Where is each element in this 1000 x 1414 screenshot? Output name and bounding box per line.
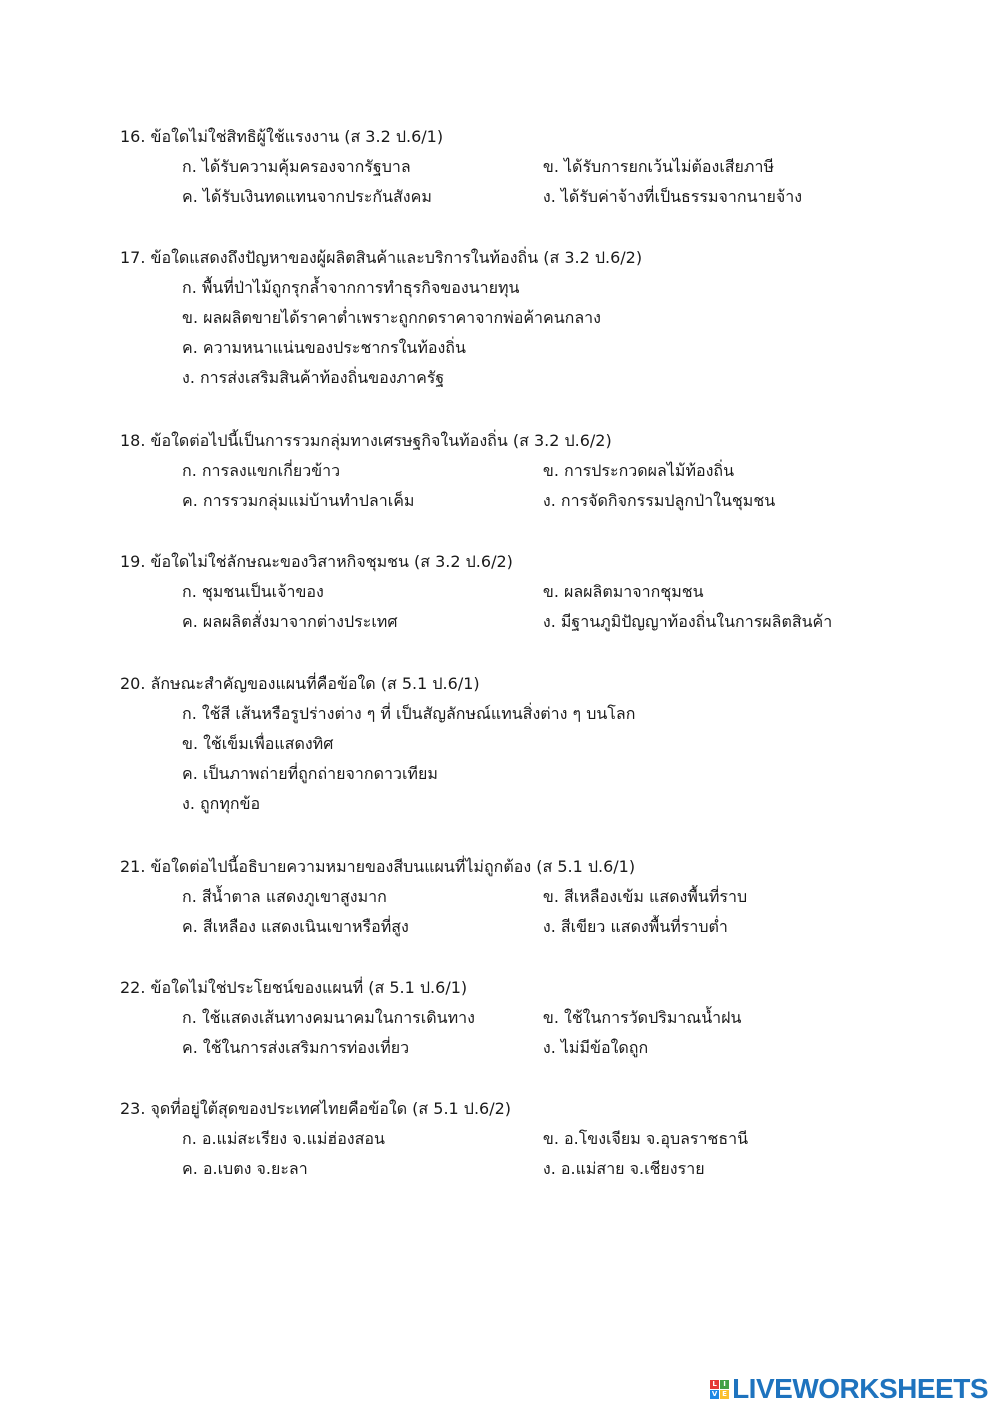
question-18 xyxy=(120,426,880,516)
option-ngo[interactable]: ง. มีฐานภูมิปัญญาท้องถิ่นในการผลิตสินค้า xyxy=(542,612,833,631)
option-row xyxy=(120,729,880,759)
question-stem: 19. ข้อใดไม่ใช่ลักษณะของวิสาหกิจชุมชน (ส 3.2 ป.6/2) xyxy=(120,552,513,571)
option-kho[interactable]: ข. สีเหลืองเข้ม แสดงพื้นที่ราบ xyxy=(542,887,748,906)
option-row xyxy=(120,699,880,729)
option-kho[interactable]: ข. การประกวดผลไม้ท้องถิ่น xyxy=(542,461,735,480)
question-16 xyxy=(120,122,880,212)
liveworksheets-logo-icon xyxy=(710,1380,729,1399)
question-21 xyxy=(120,852,880,942)
option-ngo[interactable]: ง. อ.แม่สาย จ.เชียงราย xyxy=(542,1159,705,1178)
option-ngo[interactable]: ง. ได้รับค่าจ้างที่เป็นธรรมจากนายจ้าง xyxy=(542,187,803,206)
option-kho-khwai[interactable]: ค. อ.เบตง จ.ยะลา xyxy=(182,1159,308,1178)
option-row xyxy=(120,789,880,819)
question-20 xyxy=(120,669,880,819)
option-row xyxy=(120,273,880,303)
option-row xyxy=(120,182,880,212)
question-22 xyxy=(120,973,880,1063)
question-stem: 17. ข้อใดแสดงถึงปัญหาของผู้ผลิตสินค้าและบริการในท้องถิ่น (ส 3.2 ป.6/2) xyxy=(120,248,643,267)
option-ngo[interactable]: ง. ไม่มีข้อใดถูก xyxy=(542,1038,649,1057)
option-ngo[interactable]: ง. สีเขียว แสดงพื้นที่ราบต่ำ xyxy=(542,917,728,936)
option-ko[interactable]: ก. ชุมชนเป็นเจ้าของ xyxy=(182,582,324,601)
liveworksheets-wordmark: LIVEWORKSHEETS xyxy=(732,1373,988,1404)
option-row xyxy=(120,486,880,516)
logo-letter-l: L xyxy=(710,1380,719,1389)
option-kho[interactable]: ข. ได้รับการยกเว้นไม่ต้องเสียภาษี xyxy=(542,157,774,176)
option-row xyxy=(120,333,880,363)
logo-letter-v: V xyxy=(711,1390,718,1398)
option-ko[interactable]: ก. ได้รับความคุ้มครองจากรัฐบาล xyxy=(182,157,411,176)
question-23 xyxy=(120,1094,880,1184)
liveworksheets-brand[interactable] xyxy=(710,1374,988,1404)
option-kho[interactable]: ข. อ.โขงเจียม จ.อุบลราชธานี xyxy=(542,1129,749,1148)
option-row xyxy=(120,363,880,393)
option-ko[interactable]: ก. สีน้ำตาล แสดงภูเขาสูงมาก xyxy=(182,887,387,906)
option-ngo[interactable]: ง. การส่งเสริมสินค้าท้องถิ่นของภาครัฐ xyxy=(182,368,445,387)
option-row xyxy=(120,1124,880,1154)
option-row xyxy=(120,1003,880,1033)
question-stem: 23. จุดที่อยู่ใต้สุดของประเทศไทยคือข้อใด (ส 5.1 ป.6/2) xyxy=(120,1099,512,1118)
question-stem: 20. ลักษณะสำคัญของแผนที่คือข้อใด (ส 5.1 ป.6/1) xyxy=(120,674,480,693)
option-kho-khwai[interactable]: ค. ใช้ในการส่งเสริมการท่องเที่ยว xyxy=(182,1038,410,1057)
logo-letter-i: I xyxy=(720,1380,729,1389)
option-kho-khwai[interactable]: ค. การรวมกลุ่มแม่บ้านทำปลาเค็ม xyxy=(182,491,415,510)
option-row xyxy=(120,1154,880,1184)
option-kho-khwai[interactable]: ค. ได้รับเงินทดแทนจากประกันสังคม xyxy=(182,187,432,206)
option-ko[interactable]: ก. ใช้แสดงเส้นทางคมนาคมในการเดินทาง xyxy=(182,1008,475,1027)
option-row xyxy=(120,1033,880,1063)
question-17 xyxy=(120,243,880,393)
option-kho-khwai[interactable]: ค. สีเหลือง แสดงเนินเขาหรือที่สูง xyxy=(182,917,409,936)
question-19 xyxy=(120,547,880,637)
question-stem: 18. ข้อใดต่อไปนี้เป็นการรวมกลุ่มทางเศรษฐกิจในท้องถิ่น (ส 3.2 ป.6/2) xyxy=(120,431,612,450)
option-kho[interactable]: ข. ใช้เข็มเพื่อแสดงทิศ xyxy=(182,734,334,753)
option-ngo[interactable]: ง. การจัดกิจกรรมปลูกป่าในชุมชน xyxy=(542,491,776,510)
option-kho-khwai[interactable]: ค. เป็นภาพถ่ายที่ถูกถ่ายจากดาวเทียม xyxy=(182,764,438,783)
option-row xyxy=(120,456,880,486)
option-kho[interactable]: ข. ผลผลิตขายได้ราคาต่ำเพราะถูกกดราคาจากพ่อค้าคนกลาง xyxy=(182,308,601,327)
option-kho[interactable]: ข. ผลผลิตมาจากชุมชน xyxy=(542,582,704,601)
option-row xyxy=(120,152,880,182)
option-ko[interactable]: ก. การลงแขกเกี่ยวข้าว xyxy=(182,461,341,480)
question-stem: 16. ข้อใดไม่ใช่สิทธิผู้ใช้แรงงาน (ส 3.2 ป.6/1) xyxy=(120,127,444,146)
option-row xyxy=(120,577,880,607)
option-ngo[interactable]: ง. ถูกทุกข้อ xyxy=(182,794,261,813)
question-stem: 22. ข้อใดไม่ใช่ประโยชน์ของแผนที่ (ส 5.1 ป.6/1) xyxy=(120,978,468,997)
option-row xyxy=(120,882,880,912)
option-kho-khwai[interactable]: ค. ผลผลิตสั่งมาจากต่างประเทศ xyxy=(182,612,398,631)
logo-letter-e: E xyxy=(720,1390,729,1399)
question-stem: 21. ข้อใดต่อไปนี้อธิบายความหมายของสีบนแผนที่ไม่ถูกต้อง (ส 5.1 ป.6/1) xyxy=(120,857,636,876)
option-row xyxy=(120,607,880,637)
option-kho[interactable]: ข. ใช้ในการวัดปริมาณน้ำฝน xyxy=(542,1008,742,1027)
option-kho-khwai[interactable]: ค. ความหนาแน่นของประชากรในท้องถิ่น xyxy=(182,338,466,357)
option-ko[interactable]: ก. อ.แม่สะเรียง จ.แม่ฮ่องสอน xyxy=(182,1129,385,1148)
option-ko[interactable]: ก. พื้นที่ป่าไม้ถูกรุกล้ำจากการทำธุรกิจของนายทุน xyxy=(182,278,520,297)
option-ko[interactable]: ก. ใช้สี เส้นหรือรูปร่างต่าง ๆ ที่ เป็นสัญลักษณ์แทนสิ่งต่าง ๆ บนโลก xyxy=(182,704,636,723)
option-row xyxy=(120,303,880,333)
option-row xyxy=(120,912,880,942)
option-row xyxy=(120,759,880,789)
